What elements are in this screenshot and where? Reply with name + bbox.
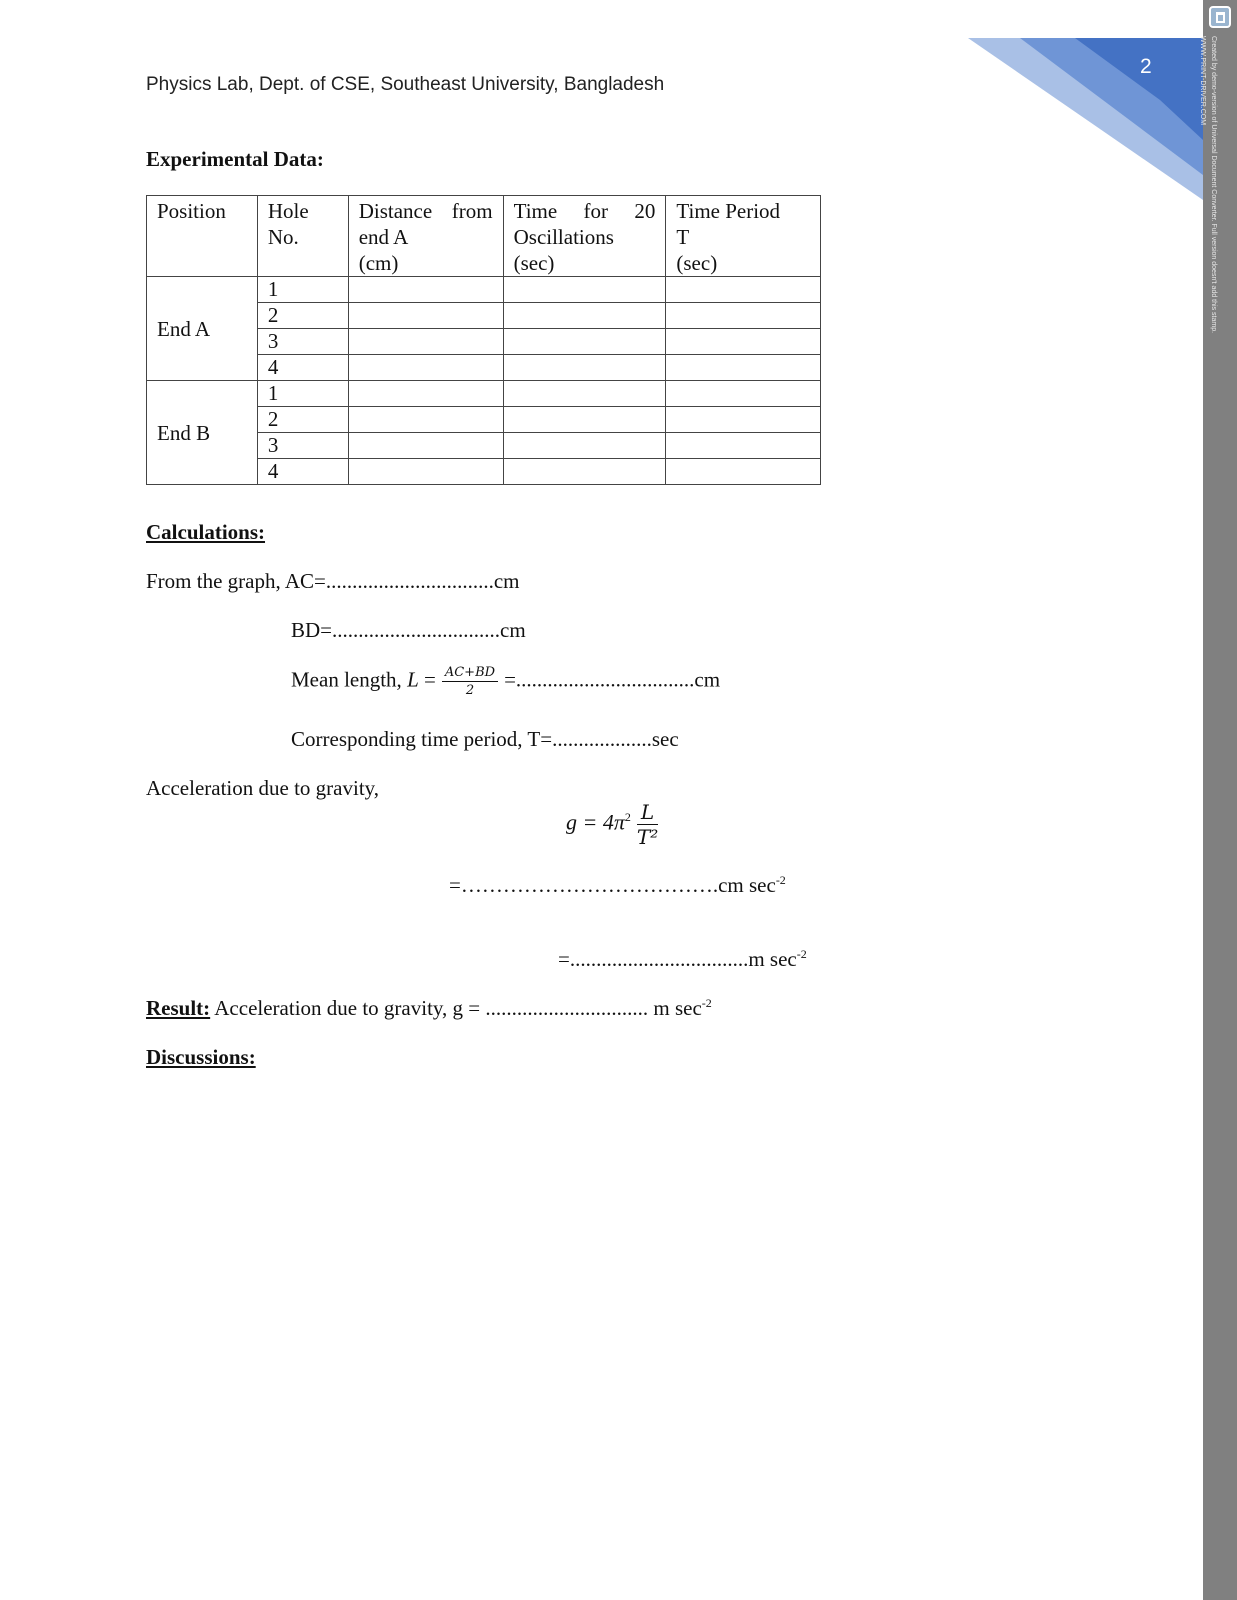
table-header-row: [147, 196, 821, 277]
time-cell: [503, 329, 666, 355]
period-cell: [666, 329, 821, 355]
time-cell: [503, 381, 666, 407]
document-header: Physics Lab, Dept. of CSE, Southeast University, Bangladesh: [146, 74, 665, 95]
mean-length-blank: =..................................cm: [504, 667, 721, 692]
mean-length-equals: =: [424, 667, 436, 692]
distance-cell: [348, 303, 503, 329]
hole-cell: 1: [257, 381, 348, 407]
fraction-denominator: T²: [636, 825, 659, 849]
distance-cell: [348, 381, 503, 407]
period-cell: [666, 303, 821, 329]
distance-cell: [348, 329, 503, 355]
distance-cell: [348, 407, 503, 433]
gravity-formula: [566, 800, 664, 849]
position-end-a: End A: [147, 277, 258, 381]
distance-cell: [348, 355, 503, 381]
stamp-text-line-2: WWW.PRINT-DRIVER.COM: [1199, 36, 1206, 126]
time-cell: [503, 459, 666, 485]
gravity-formula-exponent: 2: [624, 810, 631, 825]
time-cell: [503, 277, 666, 303]
result-text: Acceleration due to gravity, g = ............................... m sec: [210, 996, 702, 1020]
time-cell: [503, 355, 666, 381]
g-cm-line: =……………………………….cm $\sec^{-2}$: [449, 873, 786, 897]
mean-length-fraction: [442, 664, 498, 699]
distance-cell: [348, 277, 503, 303]
period-cell: [666, 433, 821, 459]
time-cell: [503, 407, 666, 433]
result-exponent: -2: [701, 996, 712, 1010]
time-period-line: Corresponding time period, T=...................sec: [291, 727, 679, 751]
calculations-title: Calculations:: [146, 520, 266, 544]
header-distance: Distance from end A (cm): [348, 196, 503, 277]
fraction-denominator: 2: [465, 683, 475, 698]
period-cell: [666, 277, 821, 303]
mean-length-symbol: L: [407, 667, 419, 692]
acceleration-label: Acceleration due to gravity,: [146, 776, 380, 800]
experimental-data-table: [146, 195, 821, 485]
header-hole-no: Hole No.: [257, 196, 348, 277]
stamp-text: [1199, 36, 1219, 334]
stamp-text-line-1: Created by demo-version of Universal Document Converter. Full version doesn't add this stamp.: [1210, 36, 1217, 334]
period-cell: [666, 459, 821, 485]
bd-line: BD=................................cm: [291, 618, 526, 642]
hole-cell: 4: [257, 459, 348, 485]
experimental-data-title: Experimental Data:: [146, 147, 324, 171]
header-time-oscillations: Time for 20 Oscillations (sec): [503, 196, 666, 277]
header-position: Position: [147, 196, 258, 277]
period-cell: [666, 355, 821, 381]
period-cell: [666, 381, 821, 407]
mean-length-line: [291, 664, 720, 699]
hole-cell: 3: [257, 329, 348, 355]
header-time-period: Time Period T (sec): [666, 196, 821, 277]
position-end-b: End B: [147, 381, 258, 485]
result-label: Result:: [146, 996, 211, 1020]
mean-length-label: Mean length,: [291, 667, 402, 692]
hole-cell: 3: [257, 433, 348, 459]
time-cell: [503, 303, 666, 329]
time-cell: [503, 433, 666, 459]
table-row: [147, 277, 821, 303]
discussions-title: Discussions:: [146, 1045, 256, 1069]
ac-line: From the graph, AC=................................cm: [146, 569, 520, 593]
hole-cell: 4: [257, 355, 348, 381]
period-cell: [666, 407, 821, 433]
gravity-formula-lhs: g = 4π: [566, 809, 625, 835]
hole-cell: 2: [257, 303, 348, 329]
fraction-numerator: L: [637, 800, 658, 825]
gravity-fraction: [637, 800, 658, 849]
converter-logo-icon: [1209, 6, 1231, 28]
g-m-line: =..................................m $\sec^{-2}$: [558, 947, 807, 971]
hole-cell: 1: [257, 277, 348, 303]
table-row: [147, 381, 821, 407]
result-line: [146, 996, 712, 1021]
distance-cell: [348, 459, 503, 485]
fraction-numerator: AC+BD: [442, 664, 498, 682]
page-number: 2: [1140, 55, 1152, 78]
hole-cell: 2: [257, 407, 348, 433]
distance-cell: [348, 433, 503, 459]
